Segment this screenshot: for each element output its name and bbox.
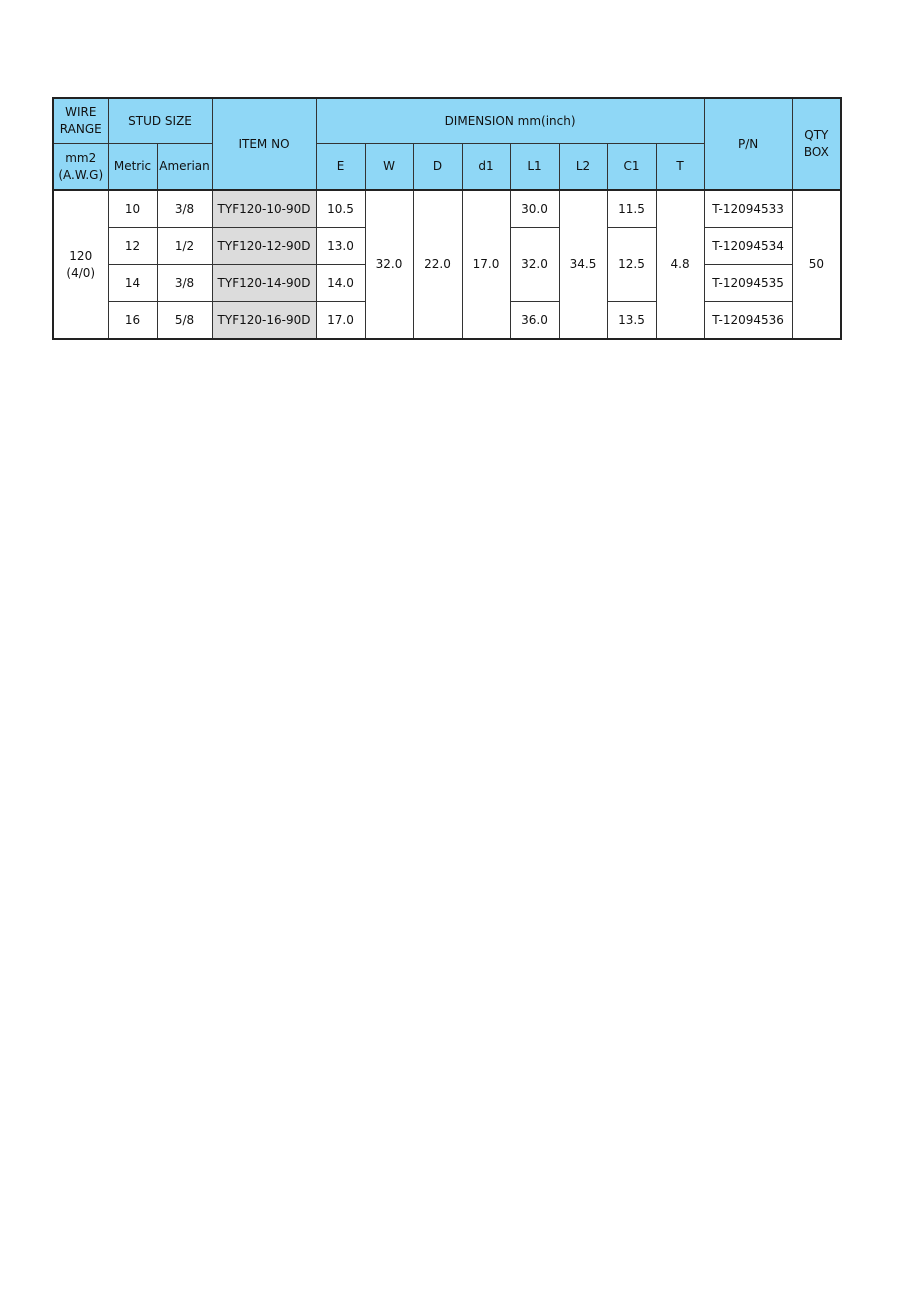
pn-cell: T-12094536 [704,302,792,340]
item-no-cell: TYF120-12-90D [212,228,316,265]
table-header [53,98,841,190]
header-dim-d1: d1 [462,144,510,191]
dim-e-cell: 17.0 [316,302,365,340]
dim-c1-cell: 11.5 [607,190,656,228]
header-dimension: DIMENSION mm(inch) [316,98,704,144]
wire-range-cell [53,190,108,339]
header-dim-l1: L1 [510,144,559,191]
header-dim-c1: C1 [607,144,656,191]
header-dim-l2: L2 [559,144,607,191]
header-wire-range-line2: RANGE [59,122,102,136]
header-item-no: ITEM NO [212,98,316,190]
dim-l1-cell: 30.0 [510,190,559,228]
header-stud-size: STUD SIZE [108,98,212,144]
header-pn: P/N [704,98,792,190]
header-wire-range [53,98,108,144]
dim-e-cell: 10.5 [316,190,365,228]
header-wire-unit-line1: mm2 [65,150,97,165]
header-wire-unit [53,144,108,191]
spec-sheet [52,97,840,340]
metric-cell: 14 [108,265,157,302]
pn-cell: T-12094533 [704,190,792,228]
amerian-cell: 3/8 [157,265,212,302]
dim-e-cell: 13.0 [316,228,365,265]
amerian-cell: 3/8 [157,190,212,228]
amerian-cell: 5/8 [157,302,212,340]
table-row [53,190,841,228]
wire-range-value-line1: 120 [69,248,93,263]
item-no-cell: TYF120-16-90D [212,302,316,340]
header-qty-line1: QTY [804,128,829,142]
item-no-cell: TYF120-10-90D [212,190,316,228]
header-dim-d: D [413,144,462,191]
dim-d-cell: 22.0 [413,190,462,339]
header-row-top [53,98,841,144]
qty-box-cell: 50 [792,190,841,339]
pn-cell: T-12094535 [704,265,792,302]
metric-cell: 12 [108,228,157,265]
metric-cell: 10 [108,190,157,228]
amerian-cell: 1/2 [157,228,212,265]
dim-l1-cell: 36.0 [510,302,559,340]
item-no-cell: TYF120-14-90D [212,265,316,302]
dim-t-cell: 4.8 [656,190,704,339]
metric-cell: 16 [108,302,157,340]
header-qty-line2: BOX [803,145,829,159]
dim-c1-cell: 12.5 [607,228,656,302]
dim-c1-cell: 13.5 [607,302,656,340]
table-body [53,190,841,339]
dim-d1-cell: 17.0 [462,190,510,339]
dim-l1-cell: 32.0 [510,228,559,302]
terminal-spec-table [52,97,842,340]
dim-e-cell: 14.0 [316,265,365,302]
wire-range-value-line2: (4/0) [66,265,96,280]
pn-cell: T-12094534 [704,228,792,265]
dim-l2-cell: 34.5 [559,190,607,339]
header-wire-unit-line2: (A.W.G) [58,167,104,182]
header-dim-w: W [365,144,413,191]
header-dim-t: T [656,144,704,191]
header-metric: Metric [108,144,157,191]
dim-w-cell: 32.0 [365,190,413,339]
header-dim-e: E [316,144,365,191]
header-wire-range-line1: WIRE [65,105,97,119]
header-amerian: Amerian [157,144,212,191]
header-qty-box [792,98,841,190]
